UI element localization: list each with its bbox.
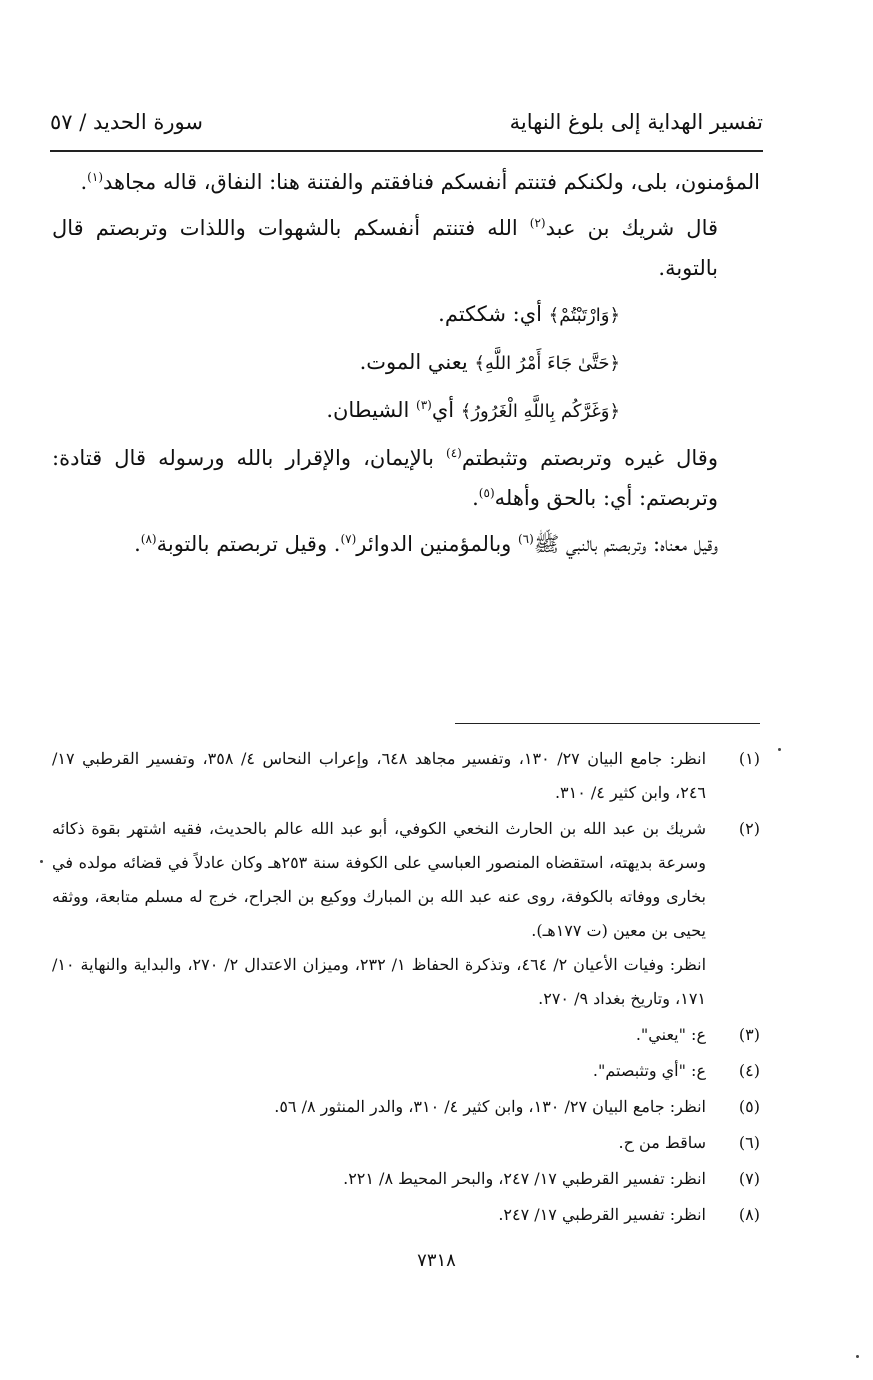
footnote-ref-1: (١)	[87, 170, 103, 184]
footnote-2	[52, 812, 760, 1016]
footnote-3	[52, 1018, 760, 1052]
footnotes	[52, 742, 760, 1234]
footnote-ref-8: (٨)	[140, 532, 157, 546]
footnote-6	[52, 1126, 760, 1160]
paragraph-3-text-a: وقال غيره وتربصتم وتثبطتم	[461, 446, 718, 470]
paragraph-4-text-b: وبالمؤمنين الدوائر	[356, 532, 518, 556]
paragraph-4	[52, 524, 760, 564]
quran-quote-3: ﴿وَغَرَّكُم بِاللَّهِ الْغَرُورُ﴾	[460, 401, 620, 422]
footnote-text: انظر: جامع البيان ٢٧/ ١٣٠، وابن كثير ٤/ ٣١٠، والدر المنثور ٨/ ٥٦.	[274, 1097, 706, 1116]
scan-speck	[778, 748, 781, 751]
footnote-ref-6: (٦)	[517, 532, 534, 546]
footnote-5	[52, 1090, 760, 1124]
footnote-number: (١)	[738, 749, 760, 768]
verse-line-2	[52, 342, 760, 384]
footnote-number: (٧)	[738, 1169, 760, 1188]
verse-line-3	[52, 390, 760, 432]
paragraph-2-text-b: الله فتنتم أنفسكم بالشهوات واللذات وتربصتم قال بالتوبة.	[52, 216, 718, 280]
paragraph-4-text-a: وقيل معناه: وتربصتم بالنبي ﷺ	[533, 532, 718, 556]
footnote-separator	[455, 723, 760, 724]
footnote-number: (٦)	[738, 1133, 760, 1152]
paragraph-3-end: .	[472, 486, 479, 510]
paragraph-4-text-c: . وقيل تربصتم بالتوبة	[156, 532, 341, 556]
footnote-number: (٣)	[738, 1025, 760, 1044]
paragraph-1-text: المؤمنون، بلى، ولكنكم فتنتم أنفسكم فنافقتم والفتنة هنا: النفاق، قاله مجاهد	[103, 170, 760, 194]
verse-line-1	[52, 294, 760, 336]
footnote-text: ع: "يعني".	[635, 1025, 706, 1044]
paragraph-1-end: .	[80, 170, 88, 194]
footnote-text: انظر: تفسير القرطبي ١٧/ ٢٤٧.	[498, 1205, 706, 1224]
footnote-1	[52, 742, 760, 810]
paragraph-2-text-a: قال شريك بن عبد	[545, 216, 719, 240]
running-header	[50, 110, 763, 146]
footnote-number: (٤)	[738, 1061, 760, 1080]
footnote-text: انظر: تفسير القرطبي ١٧/ ٢٤٧، والبحر المحيط ٨/ ٢٢١.	[343, 1169, 706, 1188]
paragraph-3	[52, 438, 760, 518]
footnote-8	[52, 1198, 760, 1232]
verse-gloss-3b: الشيطان.	[326, 398, 417, 422]
paragraph-2	[52, 208, 760, 288]
footnote-number: (٨)	[738, 1205, 760, 1224]
scan-speck	[856, 1355, 859, 1358]
paragraph-1	[52, 162, 760, 202]
footnote-4	[52, 1054, 760, 1088]
main-text	[52, 162, 760, 570]
page-number: ٧٣١٨	[417, 1250, 456, 1271]
quran-quote-2: ﴿حَتَّىٰ جَاءَ أَمْرُ اللَّهِ﴾	[474, 353, 620, 374]
footnote-ref-4: (٤)	[446, 446, 462, 460]
footnote-text: شريك بن عبد الله بن الحارث النخعي الكوفي، أبو عبد الله عالم بالحديث، فقيه اشتهر بقوة ذكائه وسرعة بديهته، استقضاه المنصور العباسي على الكوفة سنة ٢٥٣هـ وكان عادلاً في قضائه مولده في بخارى ووفاته بالكوفة، روى عنه عبد الله بن المبارك ووكيع بن الجراح، خرج له مسلم متابعة، ووثقه يحيى بن معين (ت ١٧٧هـ).	[52, 819, 706, 940]
footnote-sources: انظر: وفيات الأعيان ٢/ ٤٦٤، وتذكرة الحفاظ ١/ ٢٣٢، وميزان الاعتدال ٢/ ٢٧٠، والبداية والنهاية ١٠/ ١٧١، وتاريخ بغداد ٩/ ٢٧٠.	[52, 955, 707, 1008]
footnote-ref-7: (٧)	[340, 532, 357, 546]
footnote-ref-3: (٣)	[416, 398, 432, 412]
footnote-text: ساقط من ح.	[618, 1133, 706, 1152]
footnote-number: (٥)	[738, 1097, 760, 1116]
verse-gloss-1: أي: شككتم.	[438, 302, 549, 326]
footnote-ref-5: (٥)	[478, 486, 495, 500]
paragraph-4-end: .	[134, 532, 141, 556]
footnote-text: ع: "أي وتثبصتم".	[592, 1061, 706, 1080]
footnote-number: (٢)	[738, 819, 760, 838]
sura-label: سورة الحديد / ٥٧	[50, 110, 203, 134]
paragraph-3-text-b: بالإيمان، والإقرار بالله ورسوله قال قتادة: وتربصتم: أي: بالحق وأهله	[52, 446, 718, 510]
book-title: تفسير الهداية إلى بلوغ النهاية	[509, 110, 763, 134]
footnote-ref-2: (٢)	[529, 216, 546, 230]
footnote-text: انظر: جامع البيان ٢٧/ ١٣٠، وتفسير مجاهد ٦٤٨، وإعراب النحاس ٤/ ٣٥٨، وتفسير القرطبي ١٧/ ٢٤٦، وابن كثير ٤/ ٣١٠.	[52, 749, 707, 802]
footnote-7	[52, 1162, 760, 1196]
verse-gloss-3a: أي	[431, 398, 461, 422]
verse-gloss-2: يعني الموت.	[359, 350, 475, 374]
scan-speck	[40, 860, 43, 863]
header-rule	[50, 150, 763, 152]
quran-quote-1: ﴿وَارْتَبْتُمْ﴾	[548, 305, 620, 326]
